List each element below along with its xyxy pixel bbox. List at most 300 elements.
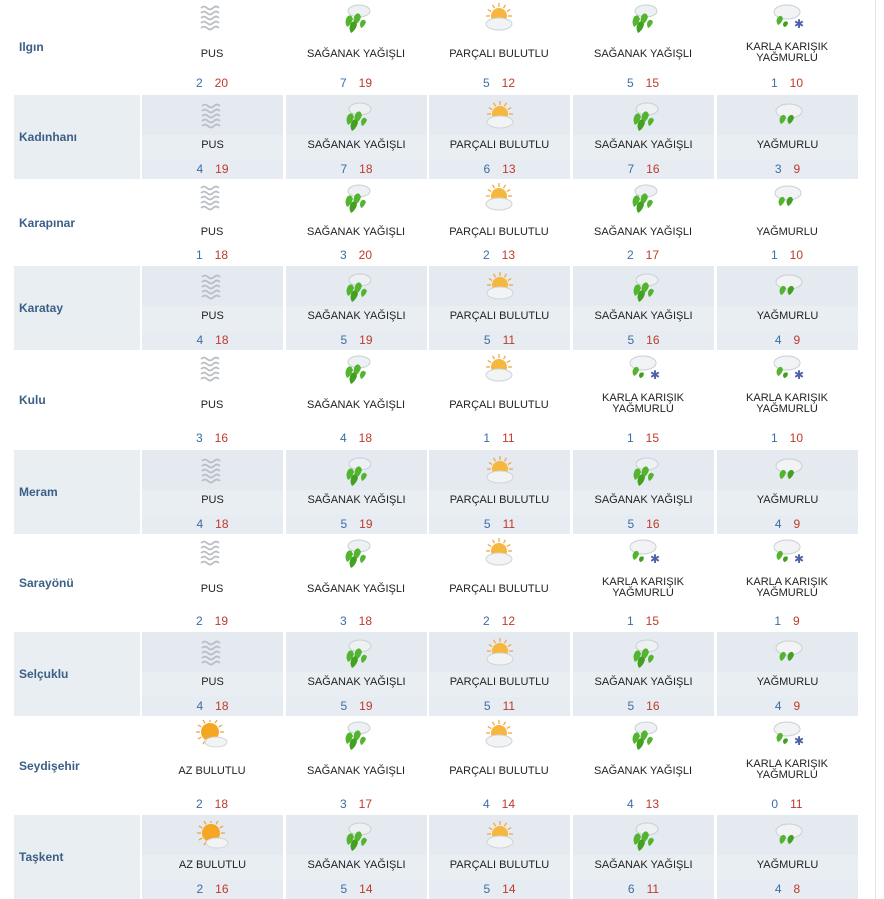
temperature-range	[428, 77, 570, 90]
condition-label: PARÇALI BULUTLU	[449, 859, 550, 871]
max-temperature: 13	[501, 248, 516, 262]
forecast-cell	[428, 450, 570, 534]
min-temperature: 5	[626, 76, 634, 90]
max-temperature: 18	[359, 162, 373, 176]
forecast-cell	[428, 180, 570, 265]
max-temperature: 16	[646, 333, 660, 347]
temperature-range	[142, 334, 283, 347]
min-temperature: 0	[771, 797, 779, 811]
temperature-range	[573, 163, 714, 176]
mostly-sunny-icon	[196, 821, 230, 851]
condition-label: PUS	[200, 399, 224, 411]
max-temperature: 19	[358, 76, 373, 90]
rain-icon	[771, 456, 805, 486]
heavy-rain-icon	[626, 183, 660, 213]
forecast-row	[14, 717, 860, 814]
svg-text:✱: ✱	[650, 368, 660, 382]
min-temperature: 2	[626, 248, 634, 262]
heavy-rain-icon	[339, 183, 373, 213]
forecast-cell	[716, 535, 858, 631]
forecast-cell	[141, 180, 283, 265]
min-temperature: 4	[339, 431, 347, 445]
condition-label: PARÇALI BULUTLU	[449, 310, 550, 322]
max-temperature: 11	[646, 882, 660, 896]
condition-label: PUS	[201, 310, 224, 322]
max-temperature: 15	[645, 431, 660, 445]
scroll-divider	[875, 0, 876, 899]
condition-label: SAĞANAK YAĞIŞLI	[306, 48, 406, 60]
max-temperature: 15	[645, 76, 660, 90]
min-temperature: 5	[627, 517, 635, 531]
forecast-cell	[141, 815, 283, 899]
svg-text:✱: ✱	[794, 734, 804, 748]
min-temperature: 1	[770, 431, 778, 445]
max-temperature: 11	[502, 699, 516, 713]
city-name[interactable]: Taşkent	[14, 815, 140, 899]
temperature-range	[716, 615, 858, 628]
forecast-cell	[428, 0, 570, 93]
condition-label: KARLA KARIŞIK YAĞMURLU	[746, 41, 828, 64]
max-temperature: 9	[793, 699, 801, 713]
condition-label: PUS	[200, 226, 224, 238]
partly-cloudy-icon	[482, 720, 516, 750]
forecast-cell	[141, 717, 283, 814]
condition-label: PARÇALI BULUTLU	[449, 48, 549, 60]
rain-icon	[771, 821, 805, 851]
forecast-cell	[716, 717, 858, 814]
max-temperature: 11	[790, 797, 803, 811]
temperature-range	[141, 249, 283, 262]
max-temperature: 16	[215, 882, 229, 896]
min-temperature: 5	[627, 333, 635, 347]
forecast-cell	[141, 266, 283, 350]
max-temperature: 14	[501, 797, 516, 811]
max-temperature: 11	[502, 517, 516, 531]
temperature-range	[428, 615, 570, 628]
condition-label: PUS	[200, 48, 224, 60]
max-temperature: 16	[214, 431, 229, 445]
min-temperature: 3	[339, 614, 347, 628]
sleet-icon	[626, 538, 660, 568]
temperature-range	[428, 798, 570, 811]
min-temperature: 5	[340, 333, 348, 347]
temperature-range	[717, 518, 858, 531]
forecast-cell	[428, 815, 570, 899]
heavy-rain-icon	[627, 821, 661, 851]
temperature-range	[286, 700, 427, 713]
partly-cloudy-icon	[483, 272, 517, 302]
min-temperature: 1	[770, 248, 778, 262]
condition-label: SAĞANAK YAĞIŞLI	[307, 859, 406, 871]
min-temperature: 2	[482, 614, 490, 628]
max-temperature: 19	[214, 614, 229, 628]
condition-label: PUS	[200, 583, 224, 595]
forecast-cell	[716, 351, 858, 448]
forecast-cell	[716, 815, 858, 899]
temperature-range	[716, 249, 858, 262]
forecast-cell	[141, 0, 283, 93]
min-temperature: 4	[774, 517, 782, 531]
forecast-row	[14, 535, 860, 631]
min-temperature: 2	[482, 248, 490, 262]
min-temperature: 5	[627, 699, 635, 713]
city-name[interactable]: Meram	[14, 450, 140, 534]
forecast-row	[14, 0, 860, 93]
max-temperature: 19	[215, 162, 229, 176]
forecast-cell	[572, 535, 714, 631]
min-temperature: 6	[627, 882, 635, 896]
condition-label: KARLA KARIŞIK YAĞMURLU	[602, 392, 684, 415]
min-temperature: 4	[196, 699, 204, 713]
forecast-row	[14, 815, 860, 899]
heavy-rain-icon	[627, 456, 661, 486]
heavy-rain-icon	[340, 821, 374, 851]
forecast-cell	[428, 632, 570, 716]
fog-icon	[196, 638, 230, 668]
min-temperature: 4	[196, 162, 204, 176]
rain-icon	[771, 638, 805, 668]
fog-icon	[196, 272, 230, 302]
forecast-cell	[285, 632, 427, 716]
partly-cloudy-icon	[483, 821, 517, 851]
min-temperature: 4	[482, 797, 490, 811]
max-temperature: 20	[358, 248, 373, 262]
heavy-rain-icon	[339, 720, 373, 750]
sleet-icon	[770, 3, 804, 33]
max-temperature: 18	[215, 333, 229, 347]
temperature-range	[572, 77, 714, 90]
min-temperature: 1	[195, 248, 203, 262]
temperature-range	[428, 249, 570, 262]
max-temperature: 13	[645, 797, 660, 811]
temperature-range	[428, 432, 570, 445]
heavy-rain-icon	[626, 720, 660, 750]
max-temperature: 15	[645, 614, 660, 628]
partly-cloudy-icon	[483, 456, 517, 486]
forecast-cell	[141, 632, 283, 716]
temperature-range	[141, 798, 283, 811]
max-temperature: 10	[789, 431, 804, 445]
condition-label: AZ BULUTLU	[178, 765, 246, 777]
partly-cloudy-icon	[482, 354, 516, 384]
max-temperature: 8	[793, 882, 801, 896]
max-temperature: 11	[502, 431, 515, 445]
condition-label: SAĞANAK YAĞIŞLI	[306, 765, 406, 777]
forecast-cell	[285, 535, 427, 631]
min-temperature: 1	[774, 614, 781, 628]
heavy-rain-icon	[340, 456, 374, 486]
forecast-cell	[572, 351, 714, 448]
min-temperature: 3	[774, 162, 782, 176]
forecast-cell	[716, 95, 858, 179]
forecast-cell	[285, 180, 427, 265]
forecast-cell	[572, 266, 714, 350]
forecast-cell	[285, 815, 427, 899]
condition-label: YAĞMURLU	[756, 676, 819, 688]
partly-cloudy-icon	[483, 638, 517, 668]
condition-label: PARÇALI BULUTLU	[449, 494, 550, 506]
max-temperature: 16	[646, 699, 660, 713]
condition-label: SAĞANAK YAĞIŞLI	[593, 48, 693, 60]
forecast-cell	[285, 351, 427, 448]
forecast-cell	[572, 0, 714, 93]
condition-label: PARÇALI BULUTLU	[449, 399, 549, 411]
min-temperature: 1	[770, 76, 778, 90]
sleet-icon	[770, 720, 804, 750]
sleet-icon	[770, 354, 804, 384]
condition-label: PARÇALI BULUTLU	[449, 226, 549, 238]
temperature-range	[285, 77, 427, 90]
min-temperature: 2	[195, 797, 203, 811]
condition-label: SAĞANAK YAĞIŞLI	[594, 310, 693, 322]
max-temperature: 10	[789, 248, 804, 262]
max-temperature: 9	[793, 517, 801, 531]
forecast-cell	[285, 266, 427, 350]
max-temperature: 16	[646, 517, 660, 531]
fog-icon	[195, 3, 229, 33]
forecast-cell	[572, 815, 714, 899]
max-temperature: 18	[214, 248, 229, 262]
forecast-cell	[572, 632, 714, 716]
max-temperature: 14	[502, 882, 516, 896]
condition-label: SAĞANAK YAĞIŞLI	[307, 310, 406, 322]
min-temperature: 4	[196, 517, 204, 531]
condition-label: YAĞMURLU	[756, 226, 818, 238]
heavy-rain-icon	[340, 101, 374, 131]
temperature-range	[717, 334, 858, 347]
svg-text:✱: ✱	[794, 368, 804, 382]
forecast-row	[14, 632, 860, 716]
sleet-icon	[626, 354, 660, 384]
condition-label: PARÇALI BULUTLU	[449, 583, 549, 595]
forecast-cell	[285, 450, 427, 534]
city-name[interactable]: Karapınar	[19, 215, 76, 230]
svg-text:✱: ✱	[650, 552, 660, 566]
condition-label: SAĞANAK YAĞIŞLI	[594, 859, 693, 871]
forecast-cell	[716, 180, 858, 265]
max-temperature: 18	[215, 699, 229, 713]
min-temperature: 7	[339, 76, 347, 90]
temperature-range	[141, 432, 283, 445]
max-temperature: 20	[214, 76, 229, 90]
forecast-cell	[285, 717, 427, 814]
forecast-row	[14, 180, 860, 265]
min-temperature: 2	[195, 76, 203, 90]
temperature-range	[429, 334, 570, 347]
forecast-cell	[141, 535, 283, 631]
forecast-cell	[428, 266, 570, 350]
min-temperature: 5	[340, 517, 348, 531]
condition-label: YAĞMURLU	[756, 494, 819, 506]
max-temperature: 9	[793, 333, 801, 347]
max-temperature: 19	[359, 333, 373, 347]
temperature-range	[429, 700, 570, 713]
fog-icon	[196, 101, 230, 131]
city-name[interactable]: Ilgın	[19, 39, 44, 54]
max-temperature: 18	[358, 614, 373, 628]
temperature-range	[286, 163, 427, 176]
max-temperature: 18	[215, 517, 229, 531]
condition-label: SAĞANAK YAĞIŞLI	[307, 139, 406, 151]
max-temperature: 12	[501, 614, 516, 628]
rain-icon	[771, 272, 805, 302]
max-temperature: 9	[793, 614, 800, 628]
forecast-cell	[428, 717, 570, 814]
temperature-range	[716, 77, 858, 90]
min-temperature: 4	[196, 333, 204, 347]
max-temperature: 19	[359, 517, 373, 531]
forecast-cell	[285, 95, 427, 179]
max-temperature: 16	[646, 162, 660, 176]
min-temperature: 1	[626, 431, 634, 445]
temperature-range	[285, 615, 427, 628]
rain-icon	[770, 183, 804, 213]
partly-cloudy-icon	[482, 538, 516, 568]
temperature-range	[429, 518, 570, 531]
min-temperature: 1	[483, 431, 491, 445]
forecast-cell	[716, 0, 858, 93]
min-temperature: 5	[483, 699, 491, 713]
city-name[interactable]: Seydişehir	[19, 758, 80, 773]
city-name[interactable]: Kulu	[19, 392, 46, 407]
condition-label: PUS	[201, 494, 224, 506]
condition-label: PUS	[201, 676, 224, 688]
max-temperature: 9	[793, 162, 801, 176]
condition-label: SAĞANAK YAĞIŞLI	[306, 226, 406, 238]
temperature-range	[572, 249, 714, 262]
forecast-cell	[428, 351, 570, 448]
partly-cloudy-icon	[483, 101, 517, 131]
condition-label: KARLA KARIŞIK YAĞMURLU	[602, 576, 684, 599]
temperature-range	[285, 249, 427, 262]
forecast-cell	[428, 95, 570, 179]
forecast-cell	[141, 450, 283, 534]
max-temperature: 19	[359, 699, 373, 713]
temperature-range	[141, 615, 283, 628]
forecast-cell	[572, 95, 714, 179]
condition-label: SAĞANAK YAĞIŞLI	[307, 494, 406, 506]
max-temperature: 12	[501, 76, 516, 90]
forecast-cell	[285, 0, 427, 93]
temperature-range	[717, 883, 858, 896]
svg-text:✱: ✱	[794, 17, 804, 31]
min-temperature: 5	[340, 699, 348, 713]
min-temperature: 1	[626, 614, 634, 628]
fog-icon	[195, 354, 229, 384]
condition-label: PUS	[201, 139, 224, 151]
condition-label: AZ BULUTLU	[178, 859, 247, 871]
heavy-rain-icon	[340, 272, 374, 302]
max-temperature: 18	[358, 431, 373, 445]
forecast-cell	[141, 95, 283, 179]
temperature-range	[285, 432, 427, 445]
condition-label: SAĞANAK YAĞIŞLI	[306, 399, 406, 411]
temperature-range	[573, 883, 714, 896]
heavy-rain-icon	[627, 272, 661, 302]
forecast-cell	[716, 450, 858, 534]
min-temperature: 3	[195, 431, 203, 445]
condition-label: SAĞANAK YAĞIŞLI	[594, 676, 693, 688]
svg-text:✱: ✱	[794, 552, 804, 566]
min-temperature: 6	[483, 162, 491, 176]
forecast-row	[14, 95, 860, 179]
temperature-range	[572, 798, 714, 811]
heavy-rain-icon	[339, 354, 373, 384]
temperature-range	[142, 518, 283, 531]
min-temperature: 5	[483, 517, 491, 531]
condition-label: PARÇALI BULUTLU	[449, 139, 550, 151]
max-temperature: 11	[502, 333, 516, 347]
forecast-row	[14, 450, 860, 534]
min-temperature: 4	[774, 333, 782, 347]
condition-label: SAĞANAK YAĞIŞLI	[307, 676, 406, 688]
temperature-range	[142, 883, 283, 896]
temperature-range	[141, 77, 283, 90]
forecast-cell	[716, 632, 858, 716]
temperature-range	[716, 798, 858, 811]
temperature-range	[286, 518, 427, 531]
mostly-sunny-icon	[195, 720, 229, 750]
max-temperature: 17	[358, 797, 373, 811]
min-temperature: 4	[774, 882, 782, 896]
min-temperature: 3	[339, 797, 347, 811]
city-name[interactable]: Kadınhanı	[14, 95, 140, 179]
max-temperature: 13	[502, 162, 516, 176]
min-temperature: 2	[195, 614, 203, 628]
fog-icon	[196, 456, 230, 486]
max-temperature: 17	[645, 248, 660, 262]
condition-label: PARÇALI BULUTLU	[449, 765, 549, 777]
rain-icon	[771, 101, 805, 131]
temperature-range	[573, 334, 714, 347]
temperature-range	[717, 700, 858, 713]
condition-label: KARLA KARIŞIK YAĞMURLU	[746, 576, 828, 599]
city-name[interactable]: Sarayönü	[19, 576, 74, 590]
condition-label: KARLA KARIŞIK YAĞMURLU	[746, 758, 828, 781]
sleet-icon	[770, 538, 804, 568]
temperature-range	[716, 432, 858, 445]
temperature-range	[572, 615, 714, 628]
temperature-range	[429, 163, 570, 176]
temperature-range	[717, 163, 858, 176]
min-temperature: 3	[339, 248, 347, 262]
city-name[interactable]: Karatay	[14, 266, 140, 350]
condition-label: SAĞANAK YAĞIŞLI	[593, 226, 693, 238]
forecast-cell	[141, 351, 283, 448]
min-temperature: 7	[340, 162, 348, 176]
heavy-rain-icon	[626, 3, 660, 33]
temperature-range	[572, 432, 714, 445]
forecast-row	[14, 266, 860, 350]
condition-label: SAĞANAK YAĞIŞLI	[306, 583, 406, 595]
forecast-cell	[572, 717, 714, 814]
temperature-range	[573, 518, 714, 531]
condition-label: SAĞANAK YAĞIŞLI	[594, 139, 693, 151]
temperature-range	[429, 883, 570, 896]
heavy-rain-icon	[339, 3, 373, 33]
temperature-range	[286, 883, 427, 896]
city-name[interactable]: Selçuklu	[14, 632, 140, 716]
temperature-range	[573, 700, 714, 713]
min-temperature: 4	[626, 797, 634, 811]
min-temperature: 5	[340, 882, 348, 896]
temperature-range	[286, 334, 427, 347]
temperature-range	[142, 163, 283, 176]
min-temperature: 7	[627, 162, 635, 176]
max-temperature: 10	[789, 76, 804, 90]
condition-label: YAĞMURLU	[756, 139, 819, 151]
forecast-cell	[572, 180, 714, 265]
